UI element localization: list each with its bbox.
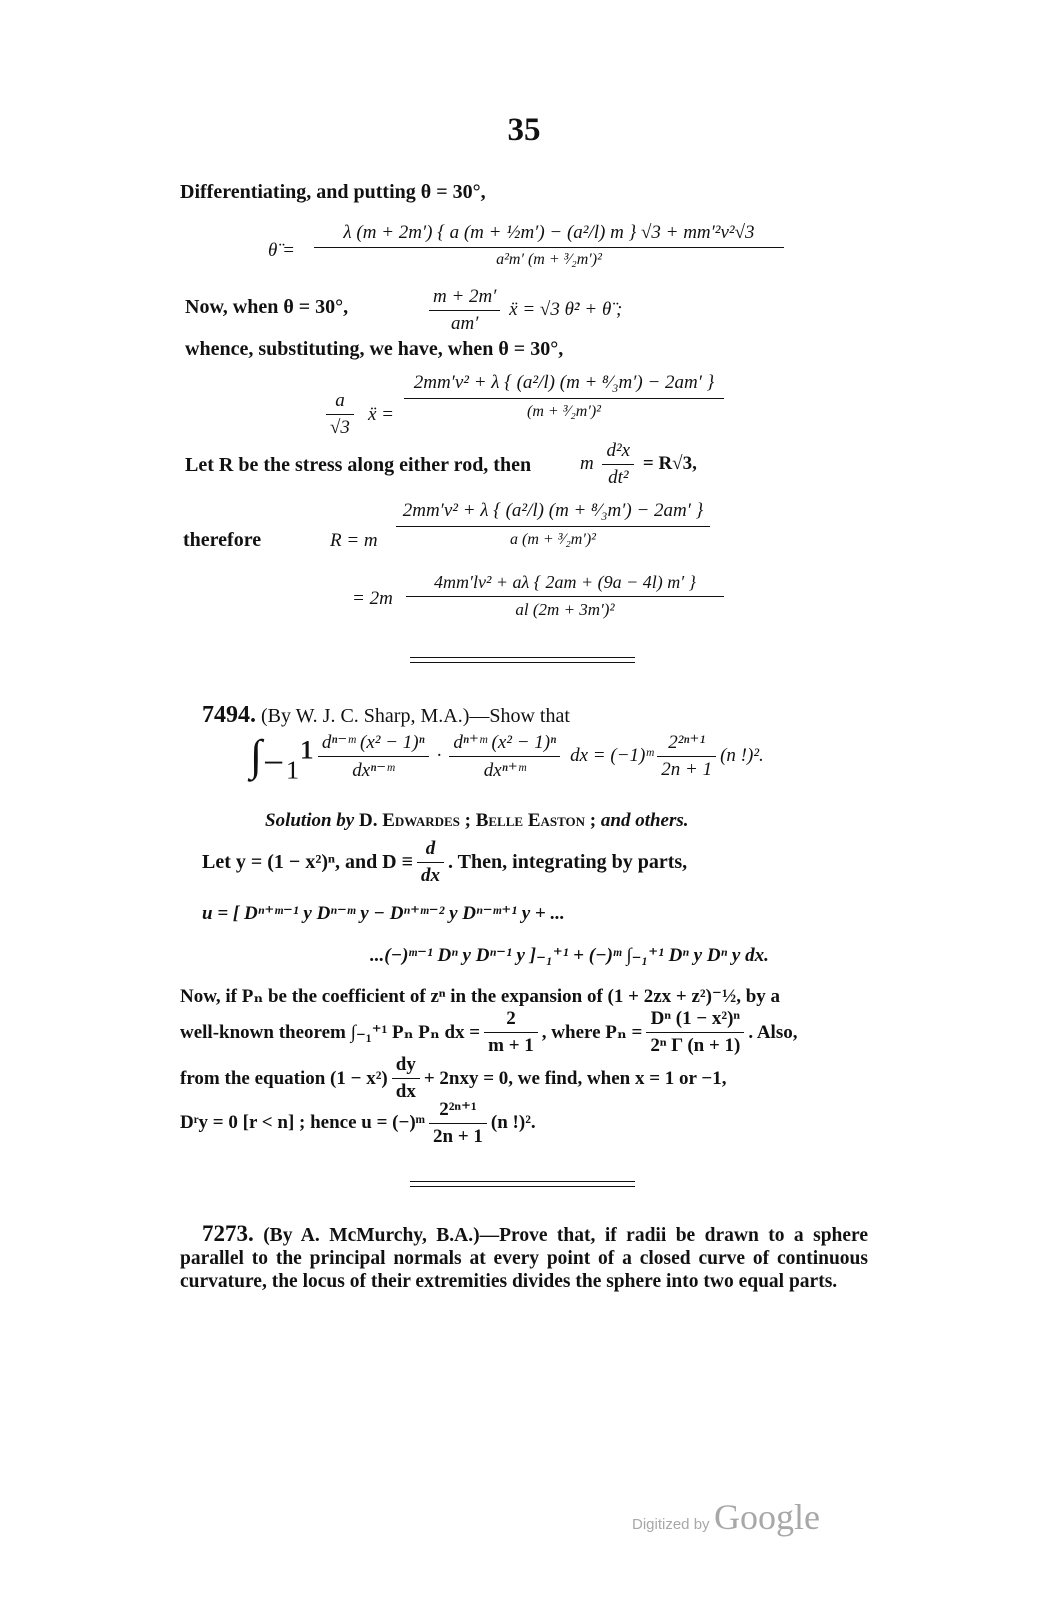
r2-fraction [406,572,724,620]
fraction-numerator: dⁿ⁺ᵐ (x² − 1)ⁿ [453,731,557,753]
theta-ddot-lhs: θ̈ = [268,240,295,261]
fraction-bar [396,526,710,527]
let-y-line [202,838,687,887]
fraction-denominator: (m + ³⁄₂m′)² [527,403,601,420]
now-fraction [429,286,500,335]
r-fraction [396,500,710,549]
fraction-numerator: Dⁿ (1 − x²)ⁿ [650,1008,741,1029]
d2x-dt2-fraction [602,440,634,489]
let-r-tail: = R√3, [642,452,697,474]
solution-by-label: Solution by [265,810,355,831]
question-header: (By W. J. C. Sharp, M.A.)—Show that [261,705,570,727]
also-text: . Also, [748,1021,798,1043]
watermark-prefix: Digitized by [632,1516,710,1533]
fraction-numerator: λ (m + 2m′) { a (m + ½m′) − (a²/l) m } √3 + mm′²v²√3 [343,222,755,243]
fraction-numerator: d [425,838,436,859]
section-divider [410,1186,635,1187]
fraction-denominator: al (2m + 3m′)² [515,600,615,619]
result-tail: (n !)². [490,1112,536,1133]
a-over-root3 [326,390,354,439]
fraction-numerator: a [335,390,345,411]
x-ddot-fraction [404,372,724,421]
u-expansion-line-2: ...(−)ᵐ⁻¹ Dⁿ y Dⁿ⁻¹ y ]₋₁⁺¹ + (−)ᵐ ∫₋₁⁺¹ Dⁿ y Dⁿ y dx. [370,945,769,966]
section-divider [410,657,635,658]
fraction-denominator: dxⁿ⁺ᵐ [483,759,526,781]
now-when-equation [425,286,622,335]
fraction-numerator: 2²ⁿ⁺¹ [668,732,706,753]
fraction-numerator: 4mm′lv² + aλ { 2am + (9a − 4l) m′ } [434,572,696,592]
question-number: 7273. [202,1221,254,1246]
from-equation-tail: + 2nxy = 0, we find, when x = 1 or −1, [423,1067,727,1089]
u-expansion-line-1: u = [ Dⁿ⁺ᵐ⁻¹ y Dⁿ⁻ᵐ y − Dⁿ⁺ᵐ⁻² y Dⁿ⁻ᵐ⁺¹ y + ... [202,903,565,924]
section-divider [410,662,635,663]
let-r-equation [580,440,697,489]
integral-sign: ∫₋₁¹ [250,731,314,780]
well-known-line [180,1008,797,1057]
r2-equation [352,572,732,632]
fraction-denominator: dx [395,1081,416,1102]
then-parts-text: . Then, integrating by parts, [448,851,688,873]
solver-names: D. Edwardes ; Belle Easton ; [358,810,597,831]
fraction-denominator: 2ⁿ Γ (n + 1) [650,1035,741,1056]
differentiating-line: Differentiating, and putting θ = 30°, [180,181,486,203]
from-equation-line [180,1054,726,1103]
x-ddot-equation [322,372,742,442]
r-lhs: R = m [330,530,378,551]
fraction-numerator: m + 2m′ [433,286,497,307]
integral-middle: dx = (−1)ᵐ [570,745,654,766]
dot-operator: · [436,745,442,766]
and-others-label: and others. [600,810,689,831]
fraction-denominator: m + 1 [488,1035,534,1056]
let-r-m: m [580,452,594,474]
question-7494-header [202,702,570,729]
digitized-watermark [632,1496,820,1538]
rodrigues-fraction [646,1008,744,1057]
question-text: (By A. McMurchy, B.A.)—Prove that, if radii be drawn to a sphere parallel to the principal normals at every point of a closed curve of continuous curvature, the locus of their extremities divides the sphere into two equal parts. [180,1225,868,1292]
fraction-numerator: 2mm′v² + λ { (a²/l) (m + ⁸⁄₃m′) − 2am′ } [402,500,704,521]
x-ddot-lhs-tail: ẍ = [368,404,395,425]
let-r-line: Let R be the stress along either rod, then [185,454,532,476]
now-rhs: ẍ = √3 θ̇² + θ̈ ; [509,298,623,320]
integrand-fraction-2 [449,731,560,782]
question-7273 [180,1222,868,1293]
r-equation [330,500,730,570]
solution-credit [265,810,689,832]
whence-line: whence, substituting, we have, when θ = 30°, [185,338,564,360]
fraction-bar [406,596,724,597]
fraction-denominator: a²m′ (m + ³⁄₂m′)² [496,251,602,268]
question-number: 7494. [202,702,256,728]
rhs-fraction [657,731,716,781]
section-divider [410,1181,635,1182]
fraction-numerator: 2 [506,1008,516,1029]
now-when-label: Now, when θ = 30°, [185,296,349,318]
from-equation-text: from the equation (1 − x²) [180,1067,388,1089]
now-if-line: Now, if Pₙ be the coefficient of zⁿ in the expansion of (1 + 2zx + z²)⁻½, by a [180,986,781,1007]
integrand-fraction-1 [318,731,429,782]
fraction-bar [314,247,784,248]
where-p-text: , where Pₙ = [541,1022,643,1043]
fraction-denominator: 2n + 1 [433,1126,483,1147]
theta-ddot-equation [268,222,788,282]
dy-dx-fraction [392,1054,420,1103]
fraction-denominator: √3 [330,417,350,438]
rhs-tail: (n !)². [720,745,764,766]
therefore-label: therefore [183,529,262,551]
question-7494-integral [250,730,764,782]
fraction-denominator: 2n + 1 [661,759,713,780]
theta-ddot-fraction [314,222,784,269]
fraction-numerator: 2²ⁿ⁺¹ [439,1099,477,1120]
fraction-bar [404,398,724,399]
fraction-denominator: am′ [451,313,479,334]
fraction-denominator: dx [421,865,441,886]
page-number: 35 [507,112,541,148]
two-over-m-plus-1 [484,1008,538,1057]
dry-text: Dʳy = 0 [r < n] ; hence u = (−)ᵐ [180,1112,425,1133]
fraction-denominator: dt² [608,467,629,488]
fraction-denominator: dxⁿ⁻ᵐ [352,759,395,781]
fraction-numerator: 2mm′v² + λ { (a²/l) (m + ⁸⁄₃m′) − 2am′ } [413,372,715,393]
google-logo: Google [714,1497,820,1537]
d-dx-fraction [417,838,444,887]
fraction-numerator: dy [395,1054,416,1075]
dry-line [180,1098,536,1148]
let-y-text: Let y = (1 − x²)ⁿ, and D ≡ [202,851,414,873]
fraction-numerator: d²x [606,440,631,461]
well-known-text: well-known theorem ∫₋₁⁺¹ Pₙ Pₙ dx = [180,1022,481,1043]
fraction-numerator: dⁿ⁻ᵐ (x² − 1)ⁿ [321,731,425,753]
r2-lhs: = 2m [352,588,393,609]
fraction-denominator: a (m + ³⁄₂m′)² [510,531,596,548]
result-fraction [429,1098,487,1148]
